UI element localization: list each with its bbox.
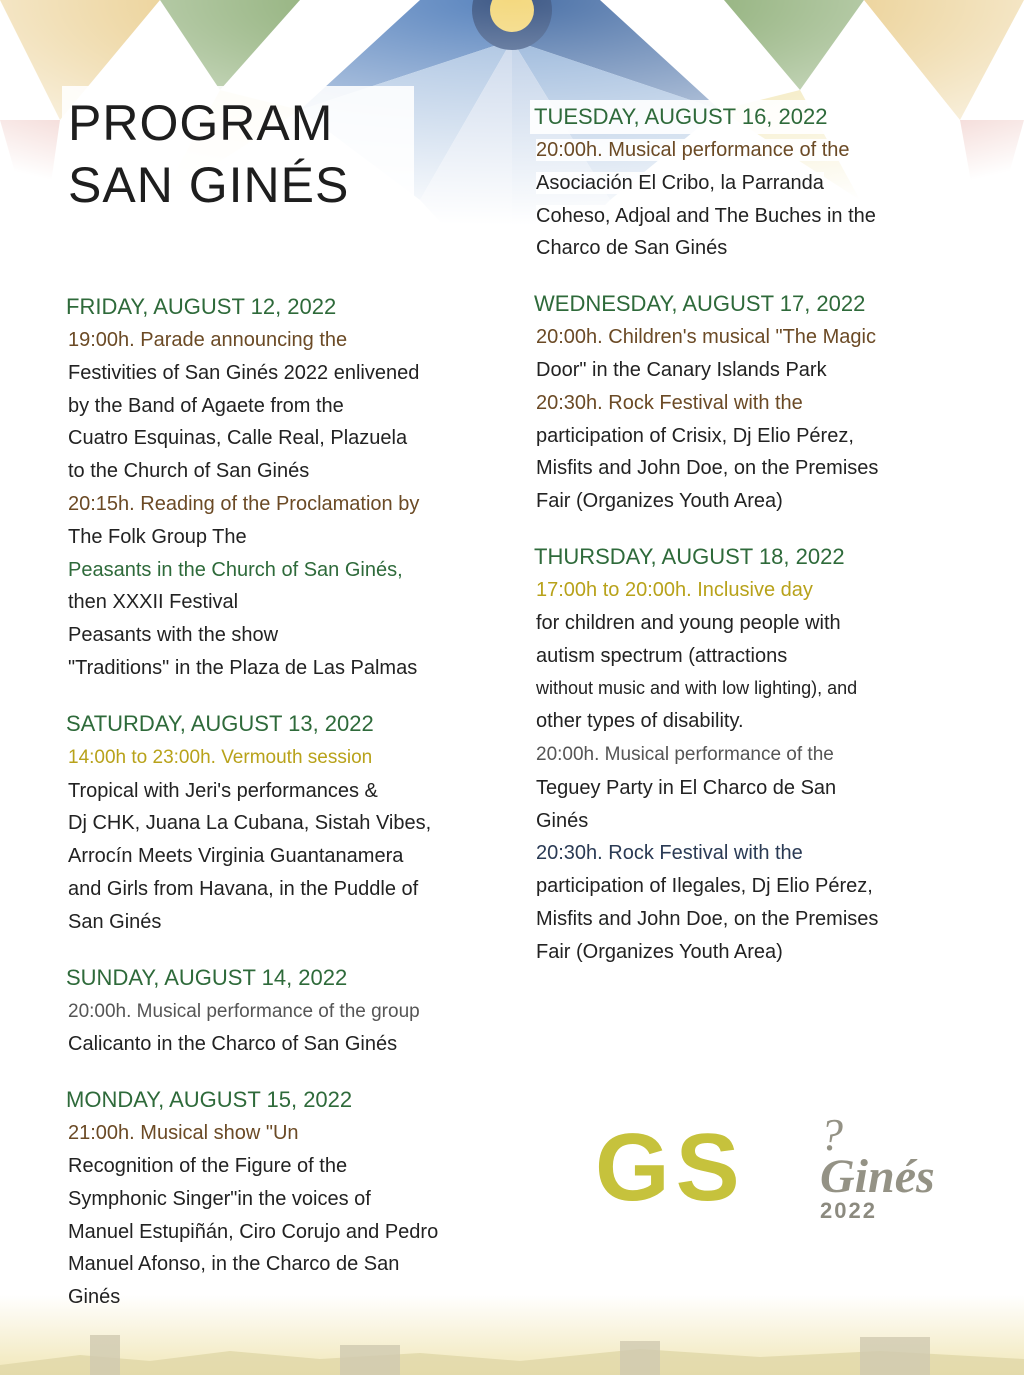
day-heading: WEDNESDAY, AUGUST 17, 2022 (530, 287, 873, 321)
logo-year: 2022 (820, 1198, 877, 1223)
day-friday (62, 290, 502, 685)
day-heading: SATURDAY, AUGUST 13, 2022 (62, 707, 382, 741)
event-text (530, 574, 970, 969)
event-line: San Ginés (68, 910, 162, 933)
event-line: without music and with low lighting), and (536, 678, 858, 699)
event-line: Fair (Organizes Youth Area) (536, 940, 783, 963)
event-text (530, 321, 970, 518)
event-line: Cuatro Esquinas, Calle Real, Plazuela (68, 427, 408, 450)
event-line: 20:00h. Children's musical "The Magic (536, 326, 876, 349)
event-line: participation of Crisix, Dj Elio Pérez, (536, 424, 854, 447)
event-line: Fair (Organizes Youth Area) (536, 490, 783, 513)
day-heading: SUNDAY, AUGUST 14, 2022 (62, 961, 355, 995)
event-line: Recognition of the Figure of the (68, 1154, 348, 1177)
day-heading: THURSDAY, AUGUST 18, 2022 (530, 540, 853, 574)
event-line: to the Church of San Ginés (68, 460, 310, 483)
event-line: Ginés (536, 809, 589, 832)
logo-mark: ? (820, 1110, 843, 1160)
event-line: by the Band of Agaete from the (68, 394, 344, 417)
event-text (530, 134, 970, 265)
title-line-2: SAN GINÉS (68, 157, 350, 213)
san-gines-logo (590, 1110, 950, 1230)
event-line: "Traditions" in the Plaza de Las Palmas (68, 656, 418, 679)
event-line: 17:00h to 20:00h. Inclusive day (536, 578, 813, 601)
event-line: 20:15h. Reading of the Proclamation by (68, 492, 420, 515)
event-line: 20:30h. Rock Festival with the (536, 391, 803, 414)
day-heading: FRIDAY, AUGUST 12, 2022 (62, 290, 344, 324)
event-line: participation of Ilegales, Dj Elio Pérez, (536, 875, 873, 898)
logo-letters: GS (595, 1114, 746, 1221)
event-line: Peasants with the show (68, 624, 279, 647)
event-line: and Girls from Havana, in the Puddle of (68, 877, 419, 900)
event-text (62, 741, 502, 939)
event-line: Peasants in the Church of San Ginés, (68, 558, 403, 581)
page-title (68, 92, 349, 216)
event-line: Door" in the Canary Islands Park (536, 358, 827, 381)
event-line: Teguey Party in El Charco de San (536, 776, 837, 799)
day-saturday (62, 707, 502, 939)
event-line: 21:00h. Musical show "Un (68, 1122, 299, 1145)
title-line-1: PROGRAM (68, 95, 334, 151)
day-heading: MONDAY, AUGUST 15, 2022 (62, 1083, 360, 1117)
event-line: 20:00h. Musical performance of the (536, 139, 850, 161)
event-text (62, 995, 502, 1062)
day-monday (62, 1083, 502, 1314)
event-line: 19:00h. Parade announcing the (68, 329, 348, 351)
event-text (62, 324, 502, 685)
day-tuesday (530, 100, 970, 265)
event-line: Festivities of San Ginés 2022 enlivened (68, 361, 420, 384)
event-line: Tropical with Jeri's performances & (68, 779, 378, 802)
day-sunday (62, 961, 502, 1062)
event-line: Misfits and John Doe, on the Premises (536, 457, 879, 480)
event-line: Misfits and John Doe, on the Premises (536, 907, 879, 930)
event-line: 20:00h. Musical performance of the group (68, 1000, 420, 1022)
event-line: Symphonic Singer"in the voices of (68, 1187, 371, 1210)
event-line: Manuel Estupiñán, Ciro Corujo and Pedro (68, 1220, 439, 1243)
left-column (62, 290, 502, 1336)
event-line: Manuel Afonso, in the Charco de San (68, 1253, 400, 1276)
logo-word: Ginés (820, 1150, 935, 1203)
day-heading: TUESDAY, AUGUST 16, 2022 (530, 100, 835, 134)
event-line: 14:00h to 23:00h. Vermouth session (68, 746, 373, 768)
event-line: Asociación El Cribo, la Parranda (536, 171, 824, 194)
event-line: 20:00h. Musical performance of the (536, 743, 834, 765)
event-line: for children and young people with (536, 611, 841, 634)
event-line: The Folk Group The (68, 525, 247, 548)
event-line: other types of disability. (536, 710, 744, 733)
event-line: Ginés (68, 1286, 121, 1309)
event-line: Charco de San Ginés (536, 237, 728, 260)
right-column (530, 100, 970, 991)
event-line: Dj CHK, Juana La Cubana, Sistah Vibes, (68, 812, 432, 835)
event-line: Calicanto in the Charco of San Ginés (68, 1033, 398, 1056)
day-thursday (530, 540, 970, 969)
event-line: Arrocín Meets Virginia Guantanamera (68, 845, 404, 868)
event-line: autism spectrum (attractions (536, 644, 788, 667)
event-line: Coheso, Adjoal and The Buches in the (536, 204, 876, 227)
event-line: 20:30h. Rock Festival with the (536, 842, 803, 865)
day-wednesday (530, 287, 970, 518)
event-text (62, 1117, 502, 1314)
event-line: then XXXII Festival (68, 591, 239, 614)
